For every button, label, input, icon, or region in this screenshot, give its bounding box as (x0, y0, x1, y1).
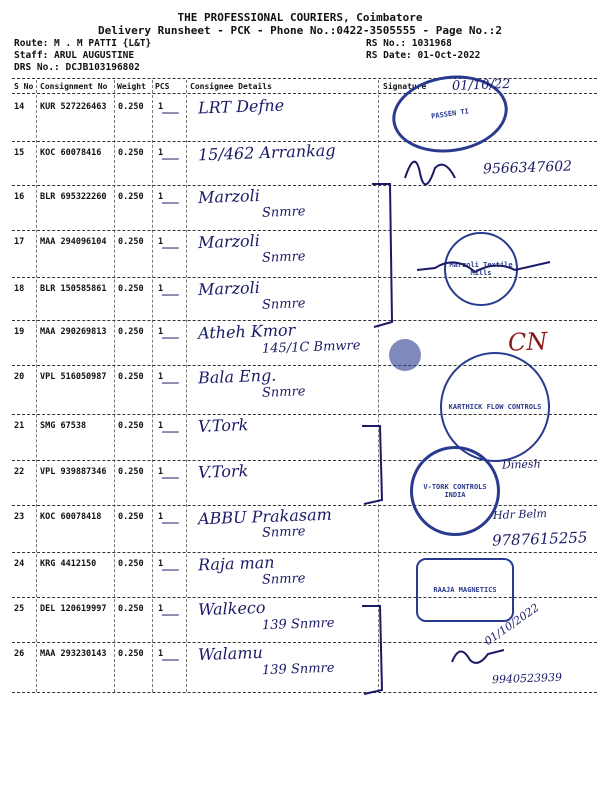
pen-tick-mark: –— (162, 195, 179, 211)
pen-tick-mark: –— (162, 607, 179, 623)
row-sno: 15 (14, 148, 25, 158)
row-weight: 0.250 (118, 649, 144, 659)
row-sno: 23 (14, 512, 25, 522)
signature-17 (415, 250, 555, 284)
row-consignment: MAA 294096104 (40, 237, 107, 247)
bracket-16-19 (370, 182, 400, 336)
pen-tick-mark: –— (162, 151, 179, 167)
pen-tick-mark: –— (162, 652, 179, 668)
row-consignment: KOC 60078416 (40, 148, 102, 158)
pen-tick-mark: –— (162, 470, 179, 486)
pen-tick-mark: –— (162, 515, 179, 531)
row-sno: 14 (14, 102, 25, 112)
row-pcs: 1 (158, 604, 164, 614)
row-pcs: 1 (158, 372, 164, 382)
row-weight: 0.250 (118, 467, 144, 477)
phone-handwritten-3: 9940523939 (491, 670, 563, 687)
row-sno: 16 (14, 192, 25, 202)
row-sno: 21 (14, 421, 25, 431)
row-pcs: 1 (158, 148, 164, 158)
stamp-5-text: RAAJA MAGNETICS (433, 586, 497, 594)
dinesh-handwriting: Dinesh (501, 457, 541, 472)
row-pcs: 1 (158, 467, 164, 477)
row-consignment: KUR 527226463 (40, 102, 107, 112)
stamp-4-text: V-TORK CONTROLS INDIA (423, 483, 487, 499)
consignee-handwriting-line2: Snmre (261, 384, 306, 401)
stamp-1-text: PASSEN TI (430, 107, 470, 121)
row-pcs: 1 (158, 649, 164, 659)
col-consignee: Consignee Details (190, 82, 272, 91)
company-title: THE PROFESSIONAL COURIERS, Coimbatore (177, 11, 423, 24)
bracket-25-26 (360, 604, 390, 700)
route-label: Route: M . M PATTI {L&T} (14, 38, 152, 49)
recipient-signature-23: Hdr Belm (492, 507, 548, 522)
pen-tick-mark: –— (162, 105, 179, 121)
pen-tick-mark: –— (162, 240, 179, 256)
stamp-3-text: KARTHICK FLOW CONTROLS (448, 403, 542, 411)
row-weight: 0.250 (118, 284, 144, 294)
header-bottom-rule (12, 93, 597, 94)
phone-handwritten-2: 9787615255 (491, 528, 588, 550)
col-sno: S No (14, 82, 34, 91)
consignee-handwriting-line2: Snmre (261, 204, 306, 221)
row-weight: 0.250 (118, 604, 144, 614)
consignee-handwriting: Walkeco (197, 597, 266, 620)
row-pcs: 1 (158, 192, 164, 202)
col-weight: Weight (117, 82, 146, 91)
date-handwritten: 01/10/2022 (482, 600, 542, 649)
row-pcs: 1 (158, 237, 164, 247)
stamp-date-handwriting: 01/10/22 (451, 76, 511, 95)
rs-date: RS Date: 01-Oct-2022 (366, 50, 481, 61)
consignee-handwriting-line2: Snmre (261, 249, 306, 266)
col-divider (378, 80, 379, 692)
consignee-handwriting: V.Tork (197, 461, 249, 482)
runsheet-subtitle: Delivery Runsheet - PCK - Phone No.:0422-3505555 - Page No.:2 (98, 24, 502, 37)
col-divider (152, 80, 153, 692)
row-pcs: 1 (158, 102, 164, 112)
row-pcs: 1 (158, 421, 164, 431)
row-consignment: BLR 150585861 (40, 284, 107, 294)
row-consignment: KRG 4412150 (40, 559, 97, 569)
row-sno: 24 (14, 559, 25, 569)
consignee-handwriting: Raja man (197, 552, 275, 575)
row-weight: 0.250 (118, 102, 144, 112)
row-pcs: 1 (158, 512, 164, 522)
row-separator (12, 552, 597, 553)
stamp-2-text: Marzoli Textile Mills (449, 261, 513, 277)
consignee-handwriting-line2: Snmre (261, 524, 306, 541)
consignee-handwriting-line2: 145/1C Bmwre (261, 338, 361, 357)
row-pcs: 1 (158, 284, 164, 294)
consignee-handwriting-line2: 139 Snmre (261, 660, 335, 679)
pen-tick-mark: –— (162, 287, 179, 303)
row-pcs: 1 (158, 559, 164, 569)
row-sno: 22 (14, 467, 25, 477)
row-consignment: VPL 516050987 (40, 372, 107, 382)
col-divider (114, 80, 115, 692)
row-consignment: MAA 290269813 (40, 327, 107, 337)
row-weight: 0.250 (118, 148, 144, 158)
row-separator (12, 320, 597, 321)
row-weight: 0.250 (118, 421, 144, 431)
row-consignment: VPL 939887346 (40, 467, 107, 477)
consignee-handwriting: V.Tork (197, 415, 249, 436)
staff-label: Staff: ARUL AUGUSTINE (14, 50, 135, 61)
stamp-5 (416, 558, 514, 622)
consignee-handwriting: Marzoli (197, 185, 261, 208)
row-separator (12, 185, 597, 186)
row-weight: 0.250 (118, 327, 144, 337)
consignee-handwriting: LRT Defne (197, 95, 285, 118)
consignee-handwriting: 15/462 Arrankag (197, 140, 336, 165)
row-separator (12, 692, 597, 693)
pen-tick-mark: –— (162, 424, 179, 440)
signature-26 (448, 640, 508, 674)
signature-19 (385, 335, 425, 379)
pen-tick-mark: –— (162, 375, 179, 391)
phone-handwritten-1: 9566347602 (482, 158, 573, 178)
row-consignment: BLR 695322260 (40, 192, 107, 202)
bracket-21-22 (360, 424, 390, 510)
signature-15 (400, 148, 460, 192)
col-divider (36, 80, 37, 692)
row-separator (12, 230, 597, 231)
consignee-handwriting-line2: 139 Snmre (261, 615, 335, 634)
row-sno: 18 (14, 284, 25, 294)
row-separator (12, 642, 597, 643)
cn-initials: CN (507, 327, 548, 357)
consignee-handwriting: Atheh Kmor (197, 320, 296, 343)
pen-tick-mark: –— (162, 562, 179, 578)
consignee-handwriting: Bala Eng. (197, 365, 277, 388)
row-sno: 17 (14, 237, 25, 247)
stamp-4 (410, 446, 500, 536)
row-weight: 0.250 (118, 559, 144, 569)
row-sno: 20 (14, 372, 25, 382)
consignee-handwriting: ABBU Prakasam (197, 504, 333, 529)
col-pcs: PCS (155, 82, 170, 91)
row-consignment: SMG 67538 (40, 421, 87, 431)
row-sno: 26 (14, 649, 25, 659)
row-consignment: MAA 293230143 (40, 649, 107, 659)
consignee-handwriting: Marzoli (197, 277, 261, 300)
row-weight: 0.250 (118, 192, 144, 202)
pen-tick-mark: –— (162, 330, 179, 346)
drs-number: DRS No.: DCJB103196802 (14, 62, 140, 73)
row-weight: 0.250 (118, 512, 144, 522)
row-consignment: DEL 120619997 (40, 604, 107, 614)
row-pcs: 1 (158, 327, 164, 337)
col-signature: Signature (383, 82, 427, 91)
consignee-handwriting: Marzoli (197, 230, 261, 253)
consignee-handwriting-line2: Snmre (261, 296, 306, 313)
row-weight: 0.250 (118, 237, 144, 247)
col-divider (186, 80, 187, 692)
row-sno: 25 (14, 604, 25, 614)
row-sno: 19 (14, 327, 25, 337)
row-consignment: KOC 60078418 (40, 512, 102, 522)
col-consignment: Consignment No (40, 82, 108, 91)
rs-number: RS No.: 1031968 (366, 38, 452, 49)
row-weight: 0.250 (118, 372, 144, 382)
consignee-handwriting-line2: Snmre (261, 571, 306, 588)
consignee-handwriting: Walamu (197, 642, 264, 665)
